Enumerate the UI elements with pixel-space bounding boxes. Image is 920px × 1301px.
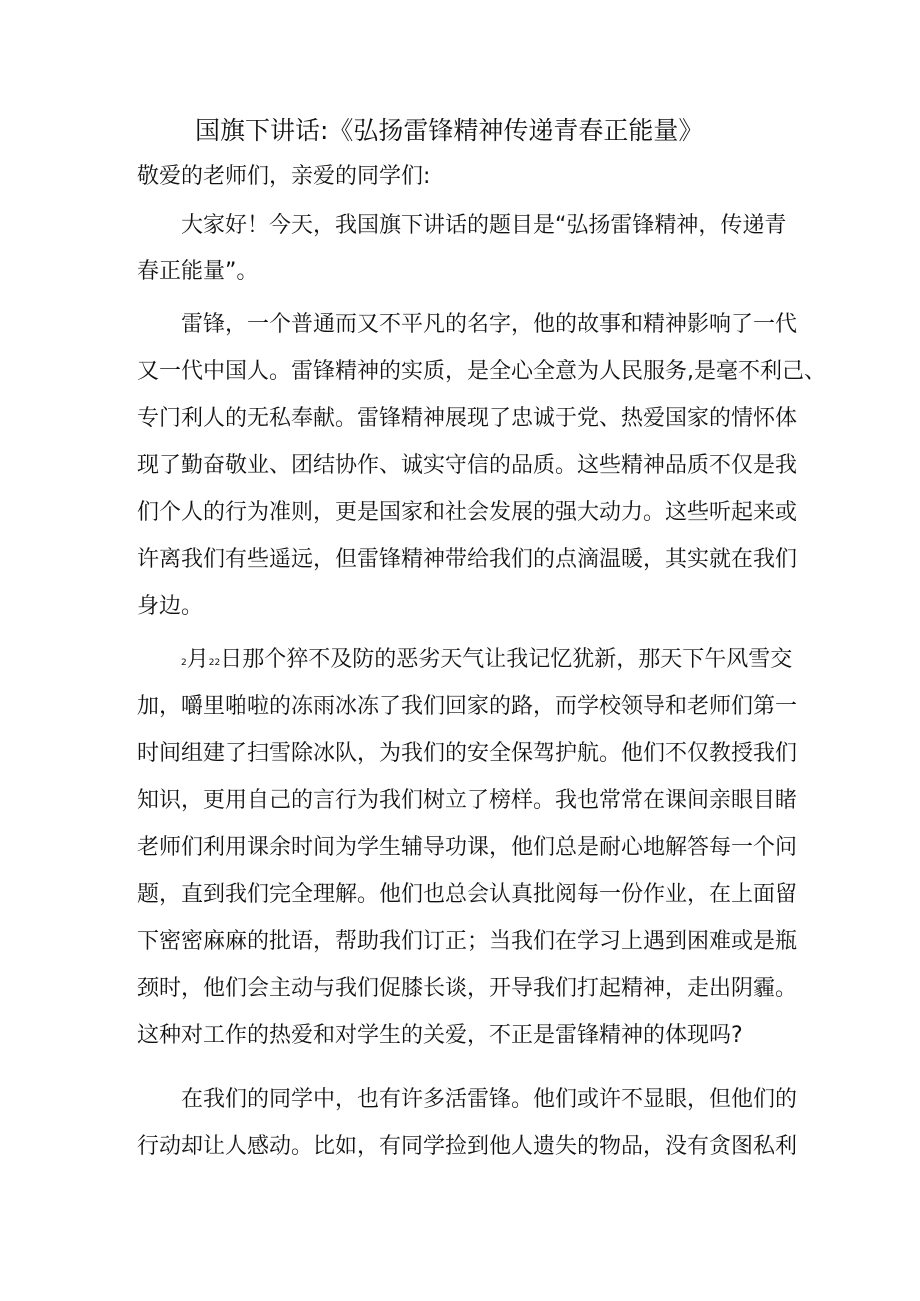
paragraph-2-line-4: 现了勤奋敬业、团结协作、诚实守信的品质。这些精神品质不仅是我 <box>137 453 798 478</box>
paragraph-3-line-8: 颈时，他们会主动与我们促膝长谈，开导我们打起精神，走出阴霾。 <box>137 976 798 1001</box>
date-month-word: 月 <box>186 647 209 672</box>
date-month-number: 2 <box>181 658 187 668</box>
paragraph-3-line-7: 下密密麻麻的批语，帮助我们订正；当我们在学习上遇到困难或是瓶 <box>137 929 798 954</box>
date-day-number: 22 <box>208 658 221 668</box>
paragraph-3-line-2: 加，嚼里啪啦的冻雨冰冻了我们回家的路，而学校领导和老师们第一 <box>137 694 798 719</box>
paragraph-2-line-7: 身边。 <box>137 594 204 619</box>
paragraph-3-line-1-text: 日那个猝不及防的恶劣天气让我记忆犹新，那天下午风雪交 <box>220 647 793 672</box>
paragraph-3-line-5: 老师们利用课余时间为学生辅导功课，他们总是耐心地解答每一个问 <box>137 835 798 860</box>
paragraph-1-line-1: 大家好！今天，我国旗下讲话的题目是“弘扬雷锋精神，传递青 <box>181 213 787 238</box>
paragraph-2-line-5: 们个人的行为准则，更是国家和社会发展的强大动力。这些听起来或 <box>137 500 798 525</box>
paragraph-4-line-1: 在我们的同学中，也有许多活雷锋。他们或许不显眼，但他们的 <box>181 1087 798 1112</box>
salutation: 敬爱的老师们，亲爱的同学们: <box>137 164 431 189</box>
document-title: 国旗下讲话:《弘扬雷锋精神传递青春正能量》 <box>195 116 704 145</box>
paragraph-3-line-6: 题，直到我们完全理解。他们也总会认真批阅每一份作业，在上面留 <box>137 882 798 907</box>
paragraph-3-line-3: 时间组建了扫雪除冰队，为我们的安全保驾护航。他们不仅教授我们 <box>137 741 798 766</box>
paragraph-3-line-4: 知识，更用自己的言行为我们树立了榜样。我也常常在课间亲眼目睹 <box>137 788 798 813</box>
paragraph-2-line-3: 专门利人的无私奉献。雷锋精神展现了忠诚于党、热爱国家的情怀体 <box>137 406 798 431</box>
paragraph-3-line-9: 这种对工作的热爱和对学生的关爱，不正是雷锋精神的体现吗? <box>137 1023 743 1048</box>
paragraph-2-line-6: 许离我们有些遥远，但雷锋精神带给我们的点滴温暖，其实就在我们 <box>137 547 798 572</box>
paragraph-1-line-2: 春正能量”。 <box>137 259 259 284</box>
paragraph-2-line-2: 又一代中国人。雷锋精神的实质，是全心全意为人民服务,是毫不利己、 <box>137 359 826 384</box>
paragraph-3-line-1 <box>181 643 792 681</box>
paragraph-4-line-2: 行动却让人感动。比如，有同学捡到他人遗失的物品，没有贪图私利 <box>137 1134 798 1159</box>
paragraph-2-line-1: 雷锋，一个普通而又不平凡的名字，他的故事和精神影响了一代 <box>181 312 798 337</box>
